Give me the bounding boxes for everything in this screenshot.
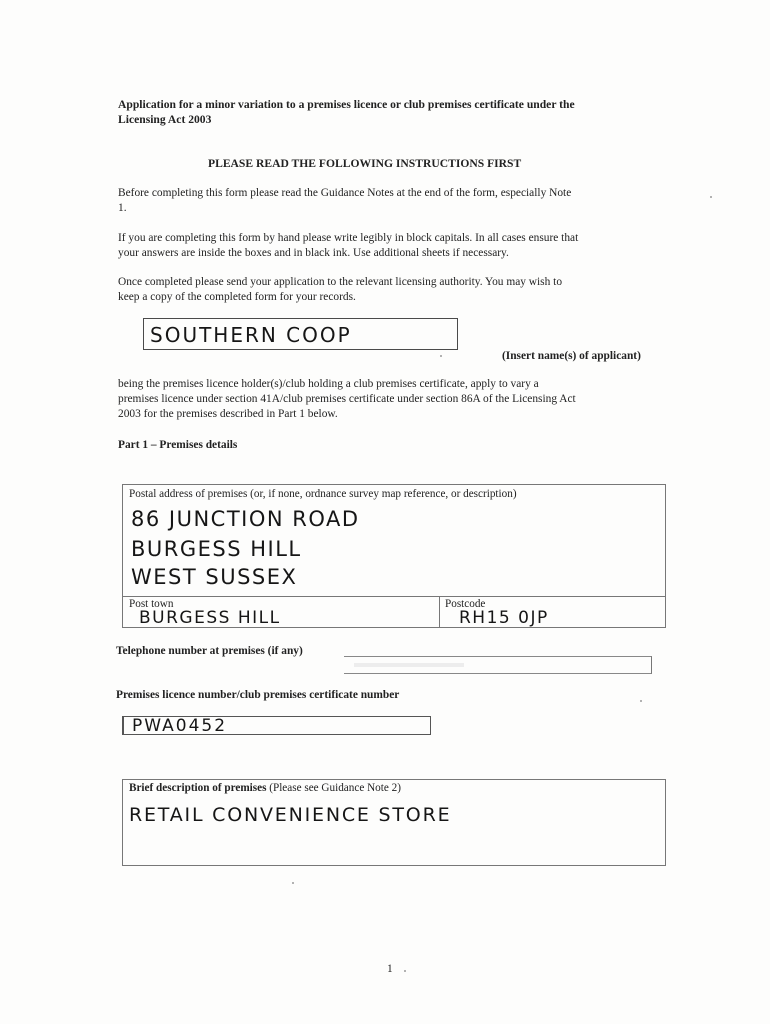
premises-address-line-3: WEST SUSSEX	[131, 565, 298, 589]
description-box[interactable]	[122, 779, 666, 866]
scan-speck	[292, 882, 294, 884]
scan-speck	[440, 355, 442, 357]
description-label	[129, 782, 401, 794]
instruction-paragraph-3-line-1: Once completed please send your application to the relevant licensing authority. You may wish to	[118, 276, 563, 288]
form-title-line-2: Licensing Act 2003	[118, 113, 212, 126]
postcode-label: Postcode	[445, 598, 486, 610]
post-town-label: Post town	[129, 598, 174, 610]
licence-number-label: Premises licence number/club premises certificate number	[116, 689, 400, 701]
scan-speck	[404, 970, 406, 972]
instruction-paragraph-2-line-2: your answers are inside the boxes and in black ink. Use additional sheets if necessary.	[118, 247, 509, 259]
post-town-value: BURGESS HILL	[139, 608, 281, 628]
applicant-name-value: SOUTHERN COOP	[150, 323, 352, 347]
telephone-label: Telephone number at premises (if any)	[116, 645, 303, 657]
premises-address-line-2: BURGESS HILL	[131, 537, 302, 561]
declaration-line-2: premises licence under section 41A/club premises certificate under section 86A of the Licensing Act	[118, 393, 576, 405]
premises-address-box	[122, 484, 666, 628]
licence-number-value: PWA0452	[132, 716, 228, 736]
instruction-paragraph-1-line-1: Before completing this form please read the Guidance Notes at the end of the form, especially Note	[118, 187, 572, 199]
telephone-field[interactable]	[344, 656, 652, 674]
premises-address-field[interactable]	[123, 503, 665, 595]
scan-speck	[710, 196, 712, 198]
postcode-value: RH15 0JP	[459, 608, 549, 628]
description-label-bold: Brief description of premises	[129, 782, 267, 794]
part1-heading: Part 1 – Premises details	[118, 439, 238, 451]
applicant-name-field[interactable]	[143, 318, 458, 350]
declaration-line-1: being the premises licence holder(s)/club holding a club premises certificate, apply to vary a	[118, 378, 539, 390]
licence-number-field[interactable]	[122, 716, 431, 735]
premises-address-line-1: 86 JUNCTION ROAD	[131, 507, 360, 531]
instruction-paragraph-2-line-1: If you are completing this form by hand please write legibly in block capitals. In all cases ensure that	[118, 232, 579, 244]
description-label-note: (Please see Guidance Note 2)	[266, 782, 401, 794]
instruction-paragraph-3-line-2: keep a copy of the completed form for your records.	[118, 291, 356, 303]
instruction-paragraph-1-line-2: 1.	[118, 202, 127, 214]
post-town-field[interactable]	[123, 596, 439, 627]
declaration-line-3: 2003 for the premises described in Part 1 below.	[118, 408, 338, 420]
premises-address-label: Postal address of premises (or, if none, ordnance survey map reference, or description)	[129, 488, 517, 500]
applicant-caption: (Insert name(s) of applicant)	[502, 350, 641, 362]
instructions-heading: PLEASE READ THE FOLLOWING INSTRUCTIONS FIRST	[208, 157, 522, 170]
postcode-field[interactable]	[440, 596, 665, 627]
scan-speck	[640, 700, 642, 702]
page-number: 1	[387, 963, 393, 975]
redacted-mark	[354, 663, 464, 667]
description-value: RETAIL CONVENIENCE STORE	[129, 804, 452, 826]
form-title-line-1: Application for a minor variation to a premises licence or club premises certificate under the	[118, 98, 575, 111]
